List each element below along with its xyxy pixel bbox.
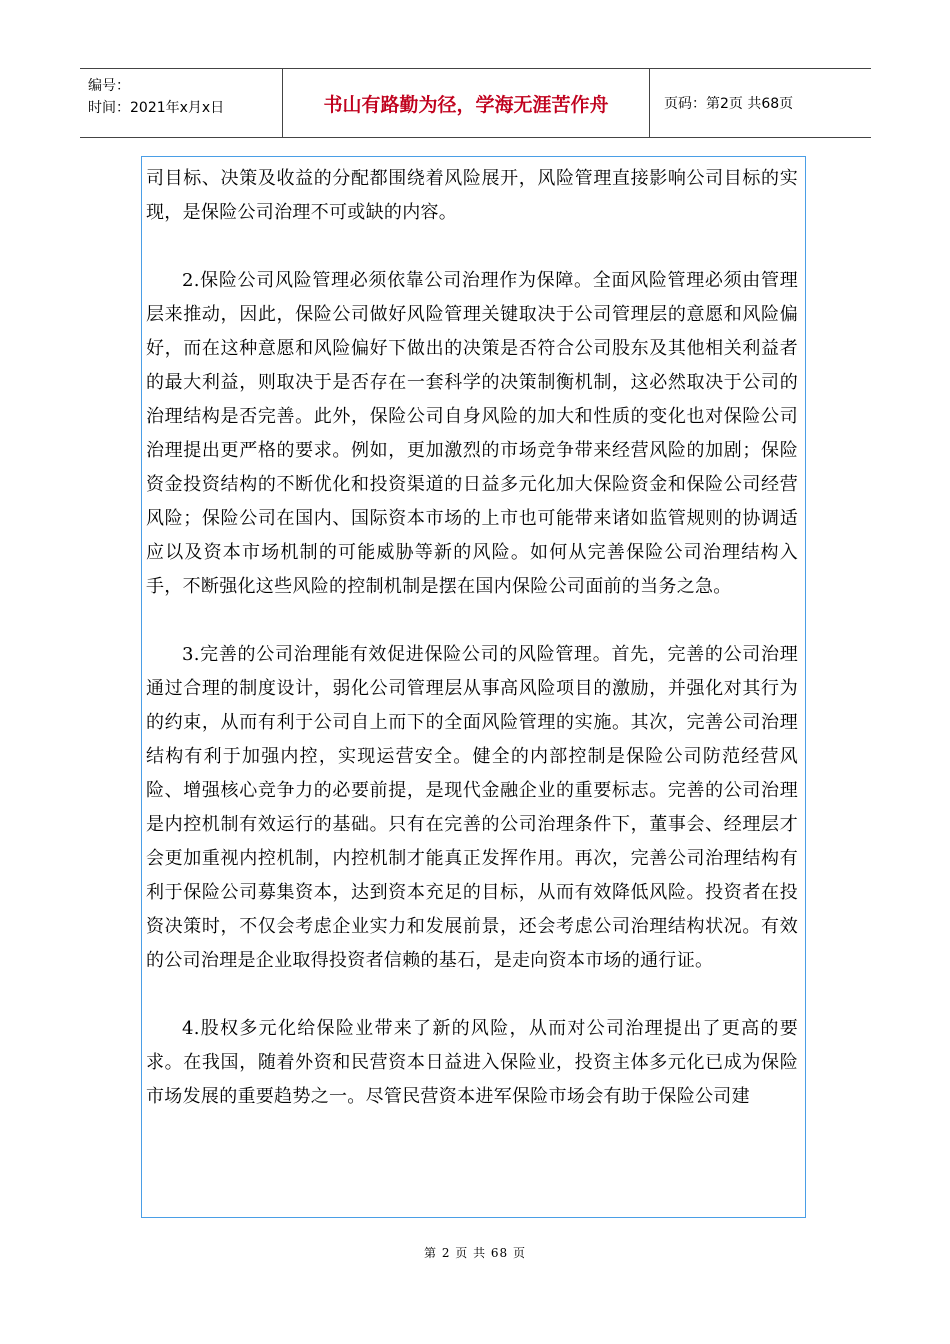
page-footer: 第 2 页 共 68 页: [424, 1246, 526, 1260]
paragraph-4: 4.股权多元化给保险业带来了新的风险，从而对公司治理提出了更高的要求。在我国，随着外资和民营资本日益进入保险业，投资主体多元化已成为保险市场发展的重要趋势之一。尽管民营资本进军保险市场会有助于保险公司建: [146, 1018, 798, 1107]
page-header: [80, 68, 871, 138]
paragraph-3: 3.完善的公司治理能有效促进保险公司的风险管理。首先，完善的公司治理通过合理的制度设计，弱化公司管理层从事高风险项目的激励，并强化对其行为的约束，从而有利于公司自上而下的全面风险管理的实施。其次，完善公司治理结构有利于加强内控，实现运营安全。健全的内部控制是保险公司防范经营风险、增强核心竞争力的必要前提，是现代金融企业的重要标志。完善的公司治理是内控机制有效运行的基础。只有在完善的公司治理条件下，董事会、经理层才会更加重视内控机制，内控机制才能真正发挥作用。再次，完善公司治理结构有利于保险公司募集资本，达到资本充足的目标，从而有效降低风险。投资者在投资决策时，不仅会考虑企业实力和发展前景，还会考虑公司治理结构状况。有效的公司治理是企业取得投资者信赖的基石，是走向资本市场的通行证。: [146, 644, 798, 971]
document-body: [141, 156, 806, 1218]
header-meta: [80, 69, 283, 137]
paragraph-continued: 司目标、决策及收益的分配都围绕着风险展开，风险管理直接影响公司目标的实现，是保险公司治理不可或缺的内容。: [146, 168, 798, 223]
date-label: 时间：2021年x月x日: [88, 100, 225, 116]
header-page-info: 页码：第2页 共68页: [664, 96, 794, 112]
paragraph-2: 2.保险公司风险管理必须依靠公司治理作为保障。全面风险管理必须由管理层来推动，因此，保险公司做好风险管理关键取决于公司管理层的意愿和风险偏好，而在这种意愿和风险偏好下做出的决策是否符合公司股东及其他相关利益者的最大利益，则取决于是否存在一套科学的决策制衡机制，这必然取决于公司的治理结构是否完善。此外，保险公司自身风险的加大和性质的变化也对保险公司治理提出更严格的要求。例如，更加激烈的市场竞争带来经营风险的加剧；保险资金投资结构的不断优化和投资渠道的日益多元化加大保险资金和保险公司经营风险；保险公司在国内、国际资本市场的上市也可能带来诸如监管规则的协调适应以及资本市场机制的可能威胁等新的风险。如何从完善保险公司治理结构入手，不断强化这些风险的控制机制是摆在国内保险公司面前的当务之急。: [146, 270, 798, 597]
number-label: 编号：: [88, 78, 130, 94]
header-motto: 书山有路勤为径，学海无涯苦作舟: [283, 69, 650, 137]
